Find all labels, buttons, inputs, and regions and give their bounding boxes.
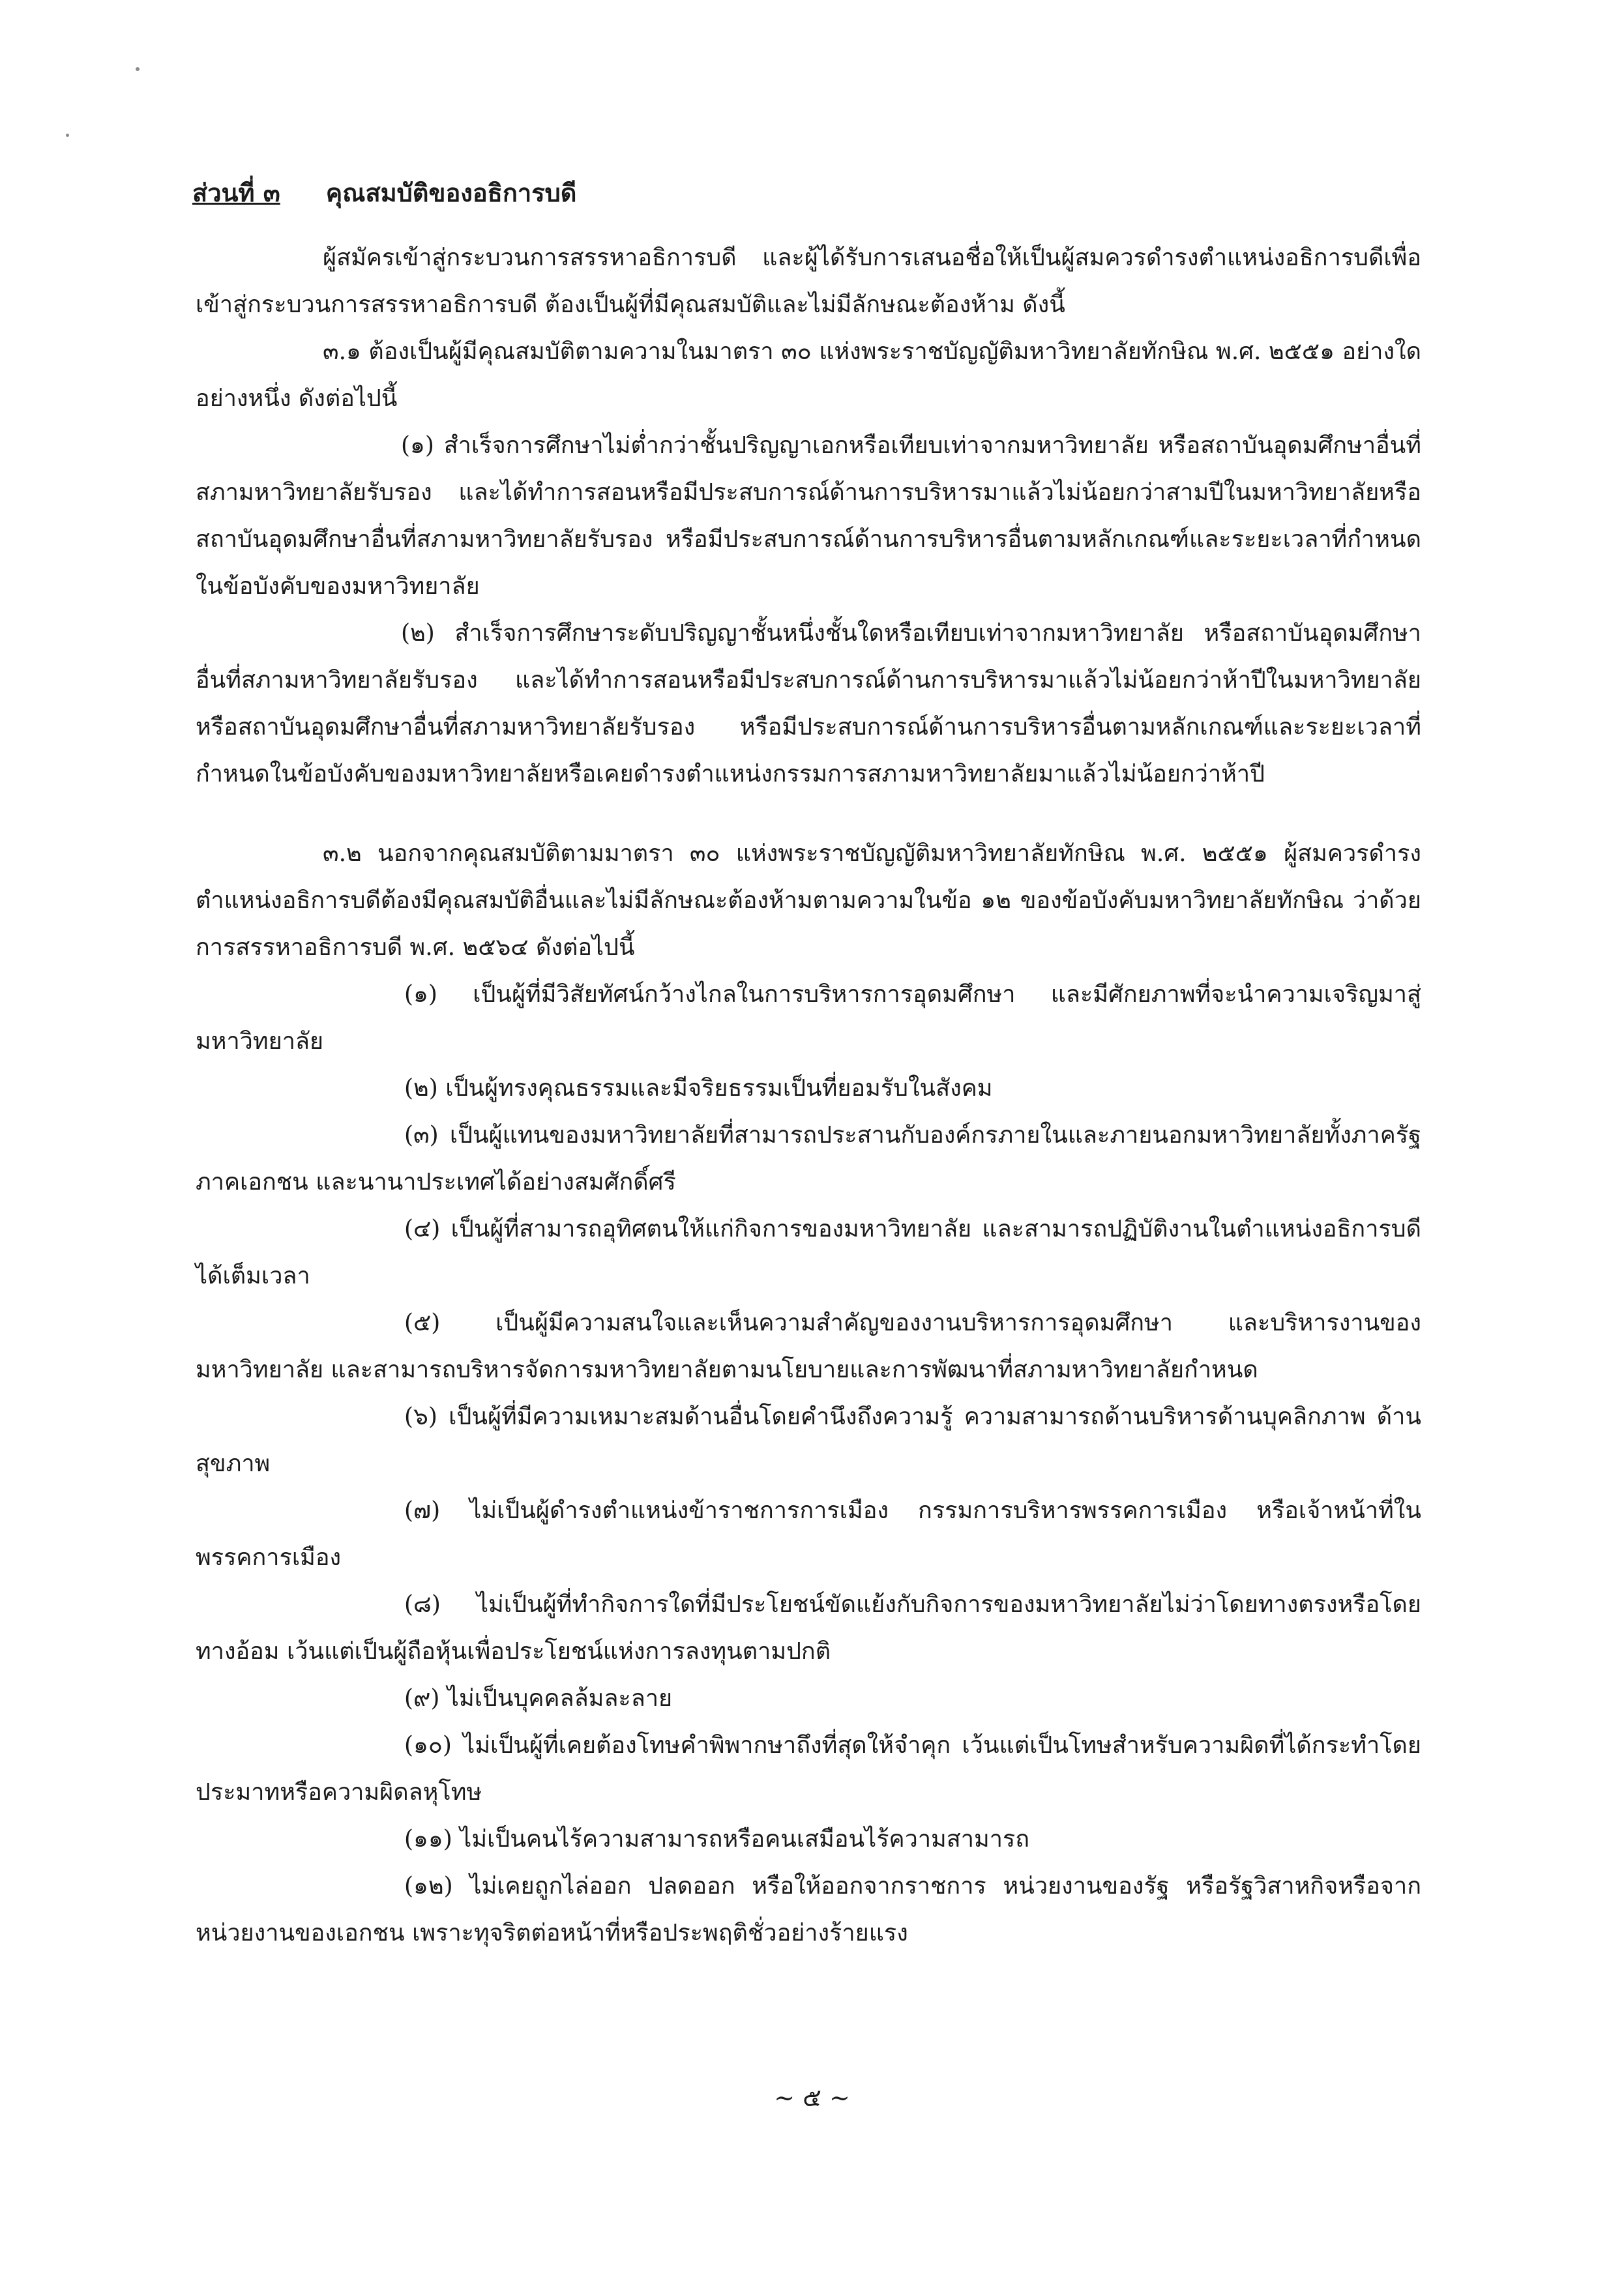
paragraph: (๑) เป็นผู้ที่มีวิสัยทัศน์กว้างไกลในการบริหารการอุดมศึกษา และมีศักยภาพที่จะนำความเจริญมาสู่มหาวิทยาลัย bbox=[196, 981, 1421, 1055]
paragraph: (๑๒) ไม่เคยถูกไล่ออก ปลดออก หรือให้ออกจากราชการ หน่วยงานของรัฐ หรือรัฐวิสาหกิจหรือจากหน่วยงานของเอกชน เพราะทุจริตต่อหน้าที่หรือประพฤติชั่วอย่างร้ายแรง bbox=[196, 1873, 1421, 1946]
paragraph-gap bbox=[196, 798, 1421, 830]
paragraph: (๒) สำเร็จการศึกษาระดับปริญญาชั้นหนึ่งชั้นใดหรือเทียบเท่าจากมหาวิทยาลัย หรือสถาบันอุดมศึกษาอื่นที่สภามหาวิทยาลัยรับรอง และได้ทำการสอนหรือมีประสบการณ์ด้านการบริหารมาแล้วไม่น้อยกว่าห้าปีในมหาวิทยาลัยหรือสถาบันอุดมศึกษาอื่นที่สภามหาวิทยาลัยรับรอง หรือมีประสบการณ์ด้านการบริหารอื่นตามหลักเกณฑ์และระยะเวลาที่กำหนดในข้อบังคับของมหาวิทยาลัยหรือเคยดำรงตำแหน่งกรรมการสภามหาวิทยาลัยมาแล้วไม่น้อยกว่าห้าปี bbox=[196, 620, 1421, 787]
section-heading bbox=[192, 175, 576, 211]
paragraph: (๒) เป็นผู้ทรงคุณธรรมและมีจริยธรรมเป็นที่ยอมรับในสังคม bbox=[404, 1075, 993, 1102]
paragraph: ๓.๑ ต้องเป็นผู้มีคุณสมบัติตามความในมาตรา ๓๐ แห่งพระราชบัญญัติมหาวิทยาลัยทักษิณ พ.ศ. ๒๕๕๑ อย่างใดอย่างหนึ่ง ดังต่อไปนี้ bbox=[196, 338, 1421, 412]
scan-speck bbox=[66, 134, 69, 137]
scan-speck bbox=[136, 67, 140, 71]
paragraph: ผู้สมัครเข้าสู่กระบวนการสรรหาอธิการบดี และผู้ได้รับการเสนอชื่อให้เป็นผู้สมควรดำรงตำแหน่งอธิการบดีเพื่อเข้าสู่กระบวนการสรรหาอธิการบดี ต้องเป็นผู้ที่มีคุณสมบัติและไม่มีลักษณะต้องห้าม ดังนี้ bbox=[196, 244, 1421, 318]
paragraph: (๑) สำเร็จการศึกษาไม่ต่ำกว่าชั้นปริญญาเอกหรือเทียบเท่าจากมหาวิทยาลัย หรือสถาบันอุดมศึกษาอื่นที่สภามหาวิทยาลัยรับรอง และได้ทำการสอนหรือมีประสบการณ์ด้านการบริหารมาแล้วไม่น้อยกว่าสามปีในมหาวิทยาลัยหรือสถาบันอุดมศึกษาอื่นที่สภามหาวิทยาลัยรับรอง หรือมีประสบการณ์ด้านการบริหารอื่นตามหลักเกณฑ์และระยะเวลาที่กำหนดในข้อบังคับของมหาวิทยาลัย bbox=[196, 432, 1421, 600]
section-title: คุณสมบัติของอธิการบดี bbox=[325, 178, 577, 207]
paragraph: (๘) ไม่เป็นผู้ที่ทำกิจการใดที่มีประโยชน์ขัดแย้งกับกิจการของมหาวิทยาลัยไม่ว่าโดยทางตรงหรือโดยทางอ้อม เว้นแต่เป็นผู้ถือหุ้นเพื่อประโยชน์แห่งการลงทุนตามปกติ bbox=[196, 1591, 1421, 1665]
paragraph: (๓) เป็นผู้แทนของมหาวิทยาลัยที่สามารถประสานกับองค์กรภายในและภายนอกมหาวิทยาลัยทั้งภาครัฐ ภาคเอกชน และนานาประเทศได้อย่างสมศักดิ์ศรี bbox=[196, 1122, 1421, 1196]
paragraph: (๗) ไม่เป็นผู้ดำรงตำแหน่งข้าราชการการเมือง กรรมการบริหารพรรคการเมือง หรือเจ้าหน้าที่ในพรรคการเมือง bbox=[196, 1497, 1421, 1571]
section-number: ส่วนที่ ๓ bbox=[192, 178, 280, 207]
paragraph: (๔) เป็นผู้ที่สามารถอุทิศตนให้แก่กิจการของมหาวิทยาลัย และสามารถปฏิบัติงานในตำแหน่งอธิการบดีได้เต็มเวลา bbox=[196, 1216, 1421, 1289]
paragraph: (๑๑) ไม่เป็นคนไร้ความสามารถหรือคนเสมือนไร้ความสามารถ bbox=[404, 1826, 1030, 1853]
paragraph: (๕) เป็นผู้มีความสนใจและเห็นความสำคัญของงานบริหารการอุดมศึกษา และบริหารงานของมหาวิทยาลัย และสามารถบริหารจัดการมหาวิทยาลัยตามนโยบายและการพัฒนาที่สภามหาวิทยาลัยกำหนด bbox=[196, 1310, 1421, 1383]
paragraph: (๑๐) ไม่เป็นผู้ที่เคยต้องโทษคำพิพากษาถึงที่สุดให้จำคุก เว้นแต่เป็นโทษสำหรับความผิดที่ได้กระทำโดยประมาทหรือความผิดลหุโทษ bbox=[196, 1732, 1421, 1806]
paragraph: ๓.๒ นอกจากคุณสมบัติตามมาตรา ๓๐ แห่งพระราชบัญญัติมหาวิทยาลัยทักษิณ พ.ศ. ๒๕๕๑ ผู้สมควรดำรงตำแหน่งอธิการบดีต้องมีคุณสมบัติอื่นและไม่มีลักษณะต้องห้ามตามความในข้อ ๑๒ ของข้อบังคับมหาวิทยาลัยทักษิณ ว่าด้วยการสรรหาอธิการบดี พ.ศ. ๒๕๖๔ ดังต่อไปนี้ bbox=[196, 840, 1422, 961]
paragraph: (๙) ไม่เป็นบุคคลล้มละลาย bbox=[404, 1685, 673, 1712]
page-number: ~ ๕ ~ bbox=[774, 2083, 850, 2112]
paragraph: (๖) เป็นผู้ที่มีความเหมาะสมด้านอื่นโดยคำนึงถึงความรู้ ความสามารถด้านบริหารด้านบุคลิกภาพ ด้านสุขภาพ bbox=[196, 1403, 1421, 1477]
document-body bbox=[196, 235, 1421, 1957]
